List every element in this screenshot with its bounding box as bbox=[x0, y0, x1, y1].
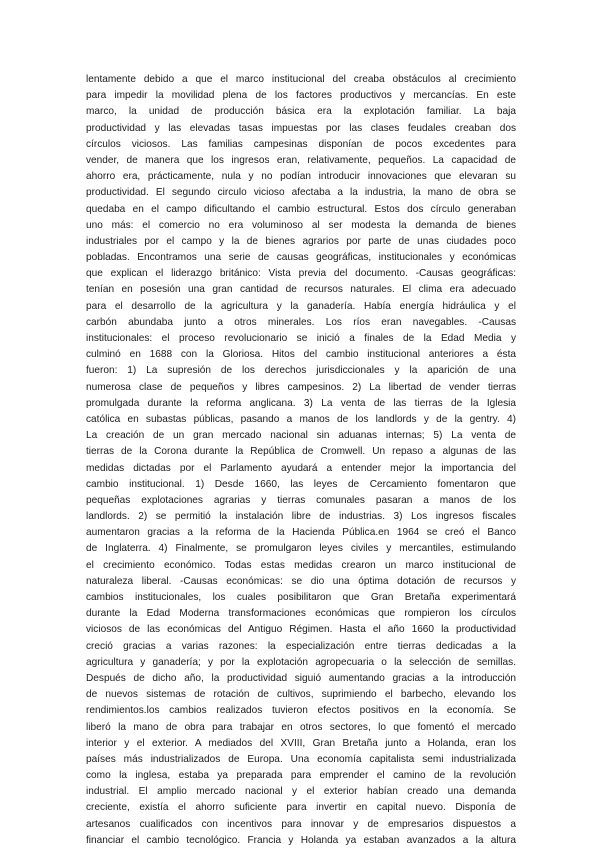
text-line: Después de dicho año, la productividad siguió aumentando gracias a la introducción bbox=[86, 672, 516, 684]
text-line: aumentaron gracias a la reforma de la Hacienda Pública.en 1964 se creó el Banco bbox=[86, 527, 516, 539]
text-line: durante la Edad Moderna transformaciones económicas que rompieron los círculos bbox=[86, 608, 516, 620]
text-line: naturaleza liberal. -Causas económicas: se dio una óptima dotación de recursos y bbox=[86, 575, 516, 587]
text-line: círculos viciosos. Las familias campesinas disponían de pocos excedentes para bbox=[86, 138, 516, 150]
text-line: uno más: el comercio no era voluminoso al ser modesta la demanda de bienes bbox=[86, 219, 516, 231]
text-line: quedaba en el campo dificultando el cambio estructural. Estos dos círculo generaban bbox=[86, 203, 516, 215]
text-line: interior y el exterior. A mediados del XVIII, Gran Bretaña junto a Holanda, eran los bbox=[86, 737, 516, 749]
text-line: para el desarrollo de la agricultura y la ganadería. Había energía hidráulica y el bbox=[86, 300, 516, 312]
text-line: artesanos cualificados con incentivos para innovar y de empresarios dispuestos a bbox=[86, 818, 516, 830]
text-line: tierras de la Corona durante la República de Cromwell. Un repaso a algunas de las bbox=[86, 446, 516, 458]
text-line: numerosa clase de pequeños y libres campesinos. 2) La libertad de vender tierras bbox=[86, 381, 516, 393]
text-line: productividad. El segundo circulo vicioso afectaba a la industria, la mano de obra se bbox=[86, 187, 516, 199]
text-line: que explican el liderazgo británico: Vista previa del documento. -Causas geográficas: bbox=[86, 268, 516, 280]
text-line: medidas dictadas por el Parlamento ayudará a entender mejor la importancia del bbox=[86, 462, 516, 474]
text-line: ahorro era, prácticamente, nula y no podían introducir innovaciones que elevaran su bbox=[86, 171, 516, 183]
text-line: viciosos de las económicas del Antiguo Régimen. Hasta el año 1660 la productividad bbox=[86, 624, 516, 636]
text-line: rendimientos.los cambios realizados tuvieron efectos positivos en la economía. Se bbox=[86, 705, 516, 717]
text-line: culminó en 1688 con la Gloriosa. Hitos del cambio institucional anteriores a ésta bbox=[86, 349, 516, 361]
text-line: el crecimiento económico. Todas estas medidas crearon un marco institucional de bbox=[86, 559, 516, 571]
text-line: landlords. 2) se permitió la instalación libre de industrias. 3) Los ingresos fiscales bbox=[86, 511, 516, 523]
text-line: fueron: 1) La supresión de los derechos jurisdiccionales y la aparición de una bbox=[86, 365, 516, 377]
text-line: institucionales: el proceso revolucionario se inició a finales de la Edad Media y bbox=[86, 333, 516, 344]
text-line: industriales por el campo y la de bienes agrarios por parte de unas ciudades poco bbox=[86, 235, 516, 247]
text-line: vender, de manera que los ingresos eran, relativamente, pequeños. La capacidad de bbox=[86, 154, 516, 166]
text-line: agricultura y ganadería; y por la explotación agropecuaria o la selección de semillas. bbox=[86, 656, 516, 668]
body-text bbox=[86, 72, 516, 849]
text-line: pequeñas explotaciones agrarias y tierras comunales pasaran a manos de los bbox=[86, 494, 516, 506]
text-line: tenían en posesión una gran cantidad de recursos naturales. El clima era adecuado bbox=[86, 284, 516, 296]
text-line: católica en subastas públicas, pasando a manos de los landlords y de la gentry. 4) bbox=[86, 413, 516, 425]
text-line: países más industrializados de Europa. Una economía capitalista semi industrializada bbox=[86, 753, 516, 765]
text-line: carbón abundaba junto a otros minerales. Los ríos eran navegables. -Causas bbox=[86, 316, 516, 328]
text-line: cambios institucionales, los cuales posibilitaron que Gran Bretaña experimentará bbox=[86, 592, 516, 603]
text-line: como la inglesa, estaba ya preparada para emprender el camino de la revolución bbox=[86, 770, 516, 782]
text-line: La creación de un gran mercado nacional sin aduanas internas; 5) La venta de bbox=[86, 430, 516, 442]
text-line: promulgada durante la reforma anglicana. 3) La venta de las tierras de la Iglesia bbox=[86, 397, 516, 409]
text-line: creciente, existía el ahorro suficiente para invertir en capital nuevo. Disponía de bbox=[86, 802, 516, 814]
text-line: liberó la mano de obra para trabajar en otros sectores, lo que fomentó el mercado bbox=[86, 721, 516, 733]
text-line: cambio institucional. 1) Desde 1660, las leyes de Cercamiento fomentaron que bbox=[86, 478, 516, 490]
text-line: creció gracias a varias razones: la especialización entre tierras dedicadas a la bbox=[86, 640, 516, 652]
text-line: industrial. El amplio mercado nacional y el exterior habían creado una demanda bbox=[86, 786, 516, 798]
text-line: de Inglaterra. 4) Finalmente, se promulgaron leyes civiles y mercantiles, estimulando bbox=[86, 543, 516, 555]
text-line: de nuevos sistemas de rotación de cultivos, suprimiendo el barbecho, elevando los bbox=[86, 689, 516, 701]
text-line: productividad y las elevadas tasas impuestas por las clases feudales creaban dos bbox=[86, 122, 516, 134]
text-line: para impedir la movilidad plena de los factores productivos y mercancías. En este bbox=[86, 90, 516, 102]
text-line: financiar el cambio tecnológico. Francia y Holanda ya estaban avanzados a la altura bbox=[86, 834, 516, 846]
text-line: pobladas. Encontramos una serie de causas geográficas, institucionales y económicas bbox=[86, 252, 516, 264]
text-line: lentamente debido a que el marco institucional del creaba obstáculos al crecimiento bbox=[86, 74, 516, 85]
text-line: marco, la unidad de producción básica era la explotación familiar. La baja bbox=[86, 106, 516, 118]
